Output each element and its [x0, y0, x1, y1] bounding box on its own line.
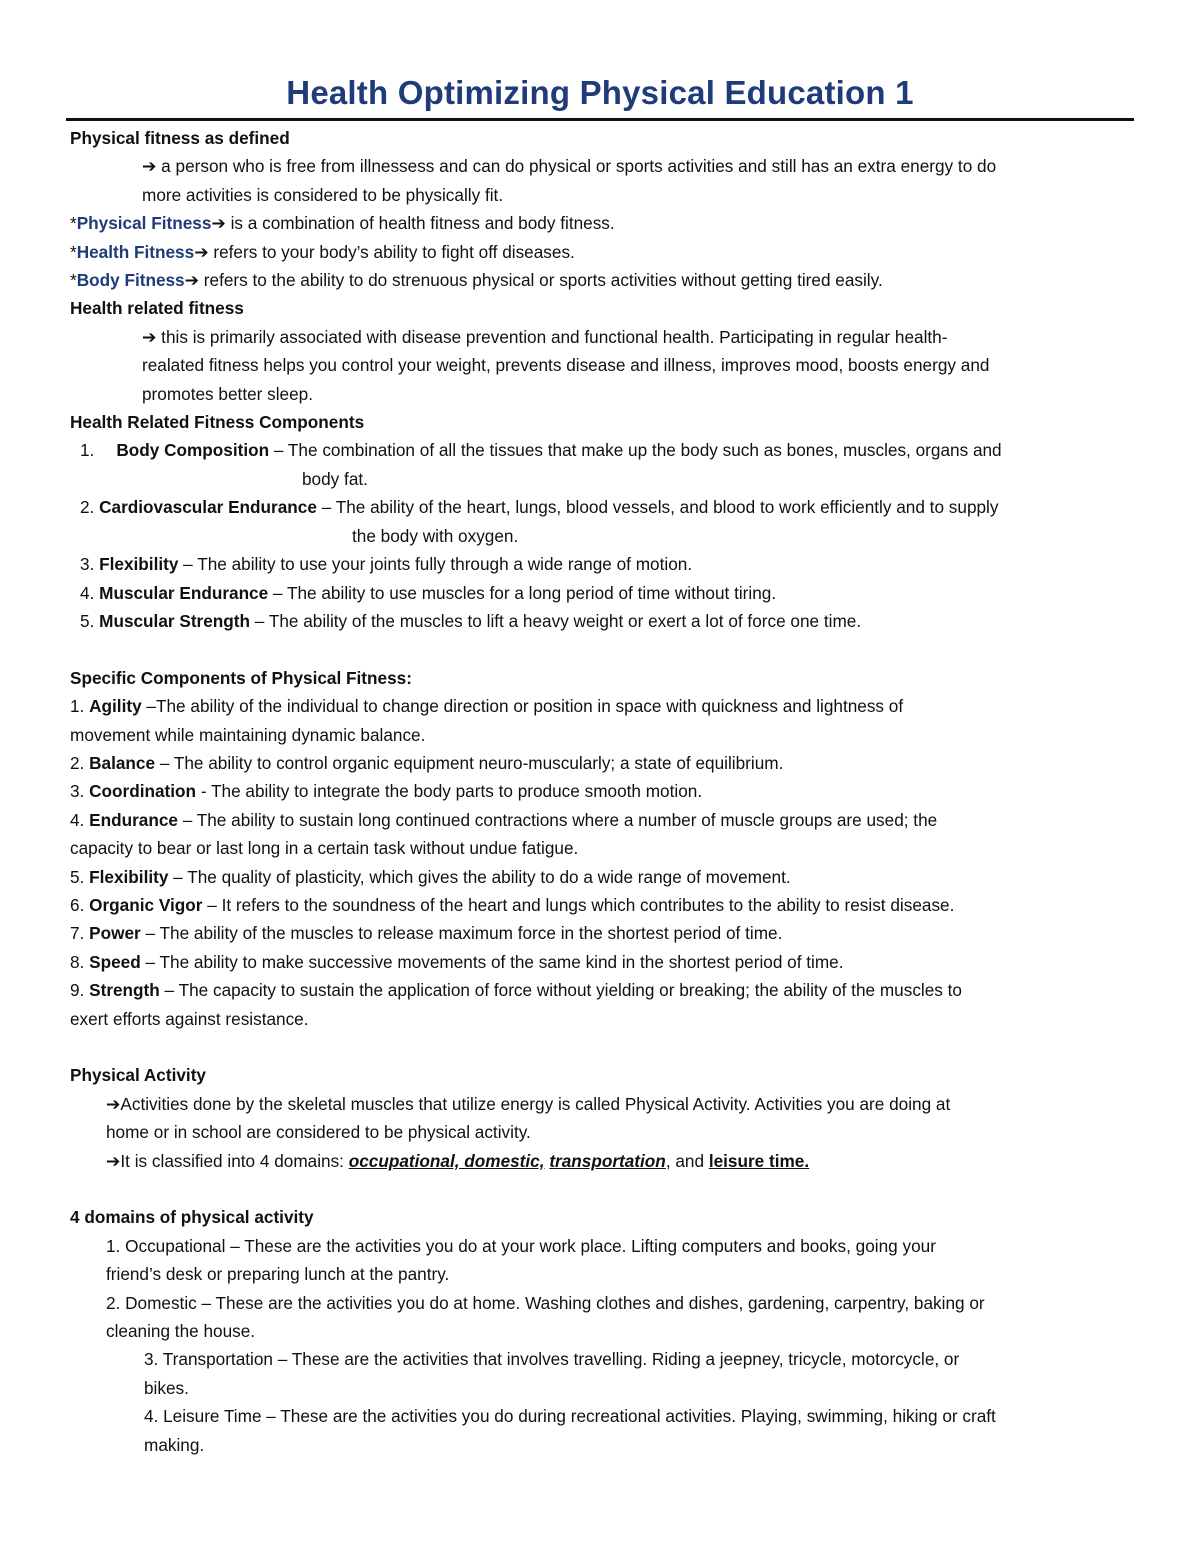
document-body — [70, 124, 1140, 1459]
list-item: 5. Muscular Strength – The ability of the muscles to lift a heavy weight or exert a lot of force one time. — [80, 610, 862, 631]
definition-physical-fitness: *Physical Fitness➔ is a combination of health fitness and body fitness. — [70, 213, 615, 234]
list-item-continuation: cleaning the house. — [106, 1321, 256, 1342]
section-heading-physical-activity: Physical Activity — [70, 1065, 206, 1086]
domain-leisure: leisure time. — [708, 1150, 810, 1171]
section-heading-physical-fitness: Physical fitness as defined — [70, 128, 290, 148]
list-item-continuation: body fat. — [302, 468, 368, 489]
list-item-continuation: making. — [144, 1434, 205, 1455]
paragraph-line: ➔ this is primarily associated with disease prevention and functional health. Participating in regular health- — [142, 326, 948, 347]
section-heading-health-related-fitness: Health related fitness — [70, 298, 244, 319]
arrow-icon: ➔ — [194, 241, 209, 262]
list-item: 8. Speed – The ability to make successive movements of the same kind in the shortest period of time. — [70, 951, 844, 972]
list-item: 1. Body Composition – The combination of all the tissues that make up the body such as bones, muscles, organs and — [80, 440, 1002, 461]
paragraph-line: realated fitness helps you control your weight, prevents disease and illness, improves mood, boosts energy and — [142, 355, 990, 376]
section-heading-four-domains: 4 domains of physical activity — [70, 1207, 314, 1228]
section-heading-specific-components: Specific Components of Physical Fitness: — [70, 667, 412, 688]
list-item: 3. Coordination - The ability to integrate the body parts to produce smooth motion. — [70, 781, 703, 802]
arrow-icon: ➔ — [184, 270, 200, 291]
domain-transportation: transportation — [549, 1150, 666, 1171]
arrow-icon: ➔ — [106, 1093, 121, 1114]
list-item: 4. Endurance – The ability to sustain long continued contractions where a number of muscle groups are used; the — [70, 809, 938, 830]
list-item: 9. Strength – The capacity to sustain the application of force without yielding or breaking; the ability of the muscles to — [70, 980, 962, 1001]
list-item-continuation: bikes. — [144, 1377, 189, 1398]
paragraph-line: ➔It is classified into 4 domains: occupational, domestic, transportation, and leisure time. — [106, 1150, 810, 1171]
list-item: 4. Muscular Endurance – The ability to use muscles for a long period of time without tiring. — [80, 582, 777, 603]
paragraph-line: home or in school are considered to be physical activity. — [106, 1122, 531, 1143]
section-heading-fitness-components: Health Related Fitness Components — [70, 412, 365, 433]
list-item: 7. Power – The ability of the muscles to release maximum force in the shortest period of time. — [70, 923, 783, 944]
domain-occupational-domestic: occupational, domestic, — [348, 1150, 545, 1171]
list-item: 5. Flexibility – The quality of plasticity, which gives the ability to do a wide range of movement. — [70, 866, 791, 887]
definition-line: ➔ a person who is free from illnessess and can do physical or sports activities and still has an extra energy to do — [142, 156, 997, 177]
arrow-icon: ➔ — [142, 326, 157, 347]
list-item: 3. Flexibility – The ability to use your joints fully through a wide range of motion. — [80, 554, 693, 575]
list-item: 2. Balance – The ability to control organic equipment neuro-muscularly; a state of equilibrium. — [70, 752, 784, 773]
list-item: 6. Organic Vigor – It refers to the soundness of the heart and lungs which contributes to the ability to resist disease. — [70, 894, 955, 915]
list-item-continuation: movement while maintaining dynamic balance. — [70, 724, 426, 745]
list-item: 2. Cardiovascular Endurance – The ability of the heart, lungs, blood vessels, and blood to work efficiently and to supply — [80, 497, 999, 518]
definition-line: more activities is considered to be physically fit. — [142, 184, 504, 205]
list-item: 4. Leisure Time – These are the activities you do during recreational activities. Playing, swimming, hiking or craft — [144, 1406, 996, 1427]
list-item: 2. Domestic – These are the activities you do at home. Washing clothes and dishes, gardening, carpentry, baking or — [106, 1292, 985, 1313]
definition-health-fitness: *Health Fitness➔ refers to your body’s ability to fight off diseases. — [70, 241, 575, 262]
list-item-continuation: the body with oxygen. — [352, 525, 519, 546]
title-underline — [66, 118, 1134, 121]
paragraph-line: ➔Activities done by the skeletal muscles that utilize energy is called Physical Activity. Activities you are doing at — [106, 1093, 951, 1114]
arrow-icon: ➔ — [142, 156, 157, 177]
list-item-continuation: friend’s desk or preparing lunch at the pantry. — [106, 1264, 450, 1285]
list-item-continuation: exert efforts against resistance. — [70, 1008, 309, 1029]
arrow-icon: ➔ — [106, 1150, 121, 1171]
list-item: 1. Agility –The ability of the individual to change direction or position in space with quickness and lightness of — [70, 696, 904, 717]
page-title: Health Optimizing Physical Education 1 — [286, 74, 914, 111]
paragraph-line: promotes better sleep. — [142, 383, 314, 404]
list-item: 3. Transportation – These are the activities that involves travelling. Riding a jeepney, tricycle, motorcycle, or — [144, 1349, 960, 1370]
arrow-icon: ➔ — [211, 213, 226, 234]
list-item: 1. Occupational – These are the activities you do at your work place. Lifting computers and books, going your — [106, 1235, 936, 1256]
list-item-continuation: capacity to bear or last long in a certain task without undue fatigue. — [70, 838, 579, 859]
definition-body-fitness: *Body Fitness➔ refers to the ability to do strenuous physical or sports activities without getting tired easily. — [70, 270, 883, 291]
